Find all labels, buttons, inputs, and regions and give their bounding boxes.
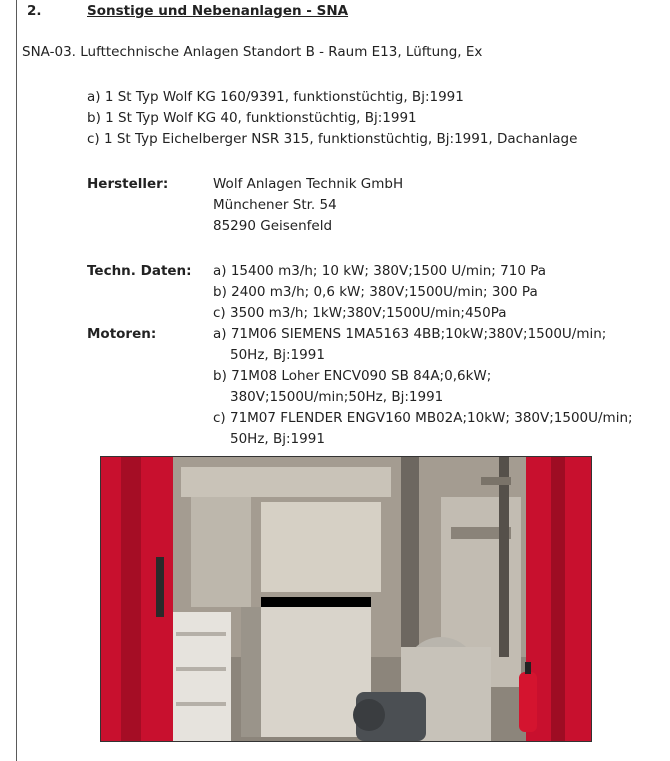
list-item: c) 1 St Typ Eichelberger NSR 315, funktionstüchtig, Bj:1991, Dachanlage [87, 131, 578, 147]
motoren-line: c) 71M07 FLENDER ENGV160 MB02A;10kW; 380V;1500U/min; [213, 410, 633, 426]
hersteller-line: Münchener Str. 54 [213, 197, 337, 213]
techn-line: b) 2400 m3/h; 0,6 kW; 380V;1500U/min; 300 Pa [213, 284, 538, 300]
hersteller-line: Wolf Anlagen Technik GmbH [213, 176, 404, 192]
sna-heading: SNA-03. Lufttechnische Anlagen Standort B - Raum E13, Lüftung, Ex [22, 44, 483, 60]
hersteller-label: Hersteller: [87, 176, 169, 192]
motoren-line: 50Hz, Bj:1991 [230, 347, 325, 363]
page-margin-line [16, 0, 17, 761]
techn-line: a) 15400 m3/h; 10 kW; 380V;1500 U/min; 710 Pa [213, 263, 547, 279]
section-title: Sonstige und Nebenanlagen - SNA [87, 3, 349, 19]
motoren-line: 50Hz, Bj:1991 [230, 431, 325, 447]
motoren-line: b) 71M08 Loher ENCV090 SB 84A;0,6kW; [213, 368, 492, 384]
list-item: b) 1 St Typ Wolf KG 40, funktionstüchtig, Bj:1991 [87, 110, 417, 126]
equipment-photo [100, 456, 592, 742]
techn-line: c) 3500 m3/h; 1kW;380V;1500U/min;450Pa [213, 305, 507, 321]
techn-label: Techn. Daten: [87, 263, 192, 279]
motoren-line: a) 71M06 SIEMENS 1MA5163 4BB;10kW;380V;1500U/min; [213, 326, 607, 342]
motoren-label: Motoren: [87, 326, 157, 342]
list-item: a) 1 St Typ Wolf KG 160/9391, funktionstüchtig, Bj:1991 [87, 89, 464, 105]
hersteller-line: 85290 Geisenfeld [213, 218, 333, 234]
section-number: 2. [27, 3, 42, 19]
motoren-line: 380V;1500U/min;50Hz, Bj:1991 [230, 389, 444, 405]
